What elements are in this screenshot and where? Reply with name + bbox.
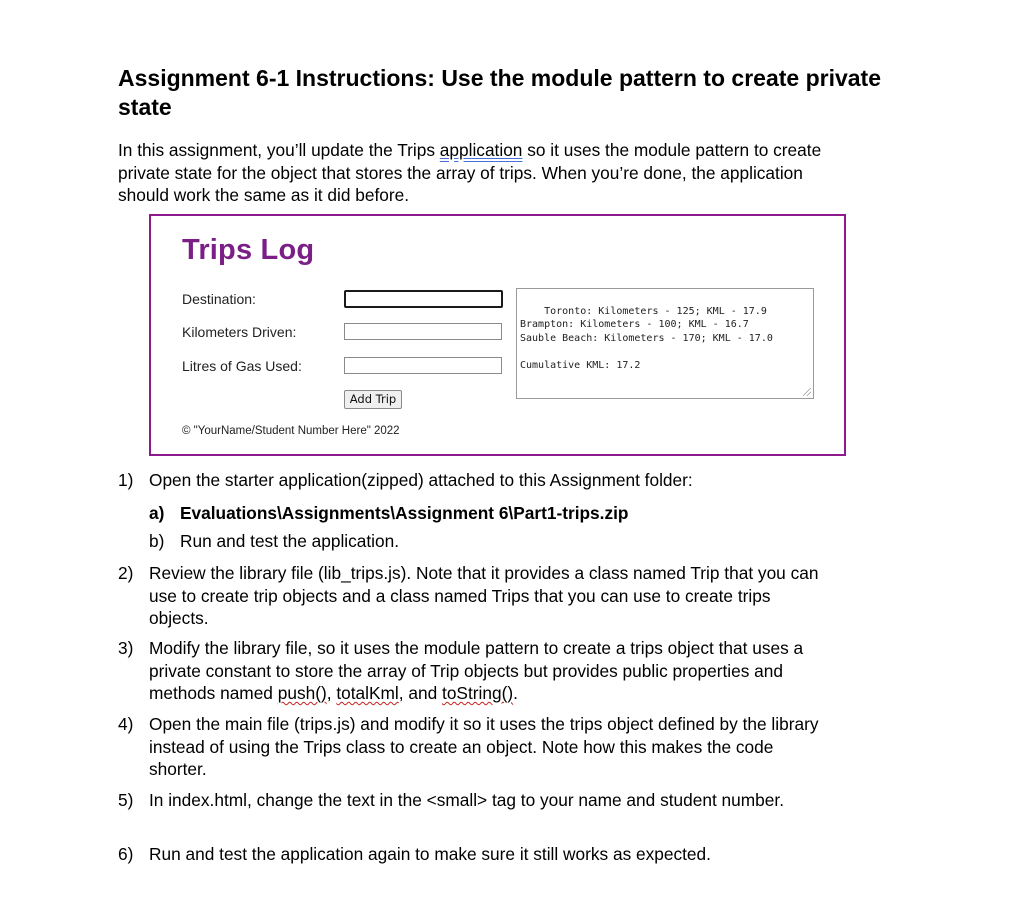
zip-path: Evaluations\Assignments\Assignment 6\Part1-trips.zip (180, 503, 629, 523)
trips-output-text: Toronto: Kilometers - 125; KML - 17.9 Brampton: Kilometers - 100; KML - 16.7 Sauble Beach: Kilometers - 170; KML - 17.0 Cumulative KML: 17.2 (520, 305, 773, 371)
add-trip-button[interactable]: Add Trip (344, 390, 402, 409)
step-text: Open the starter application(zipped) attached to this Assignment folder: (149, 470, 693, 490)
kilometers-input[interactable] (344, 323, 502, 340)
step-text (149, 637, 829, 705)
page-title: Assignment 6-1 Instructions: Use the module pattern to create private state (118, 65, 881, 120)
destination-label: Destination: (182, 291, 256, 307)
step-number: 2) (118, 563, 134, 583)
litres-label: Litres of Gas Used: (182, 358, 302, 374)
method-totalkml: totalKml (336, 683, 399, 703)
method-push: push() (277, 683, 327, 703)
resize-grip-icon[interactable] (803, 388, 811, 396)
intro-text-end: so it uses the module pattern to create private state for the object that stores the array of trips. When you’re done, the application should work the same as it did before. (118, 140, 822, 205)
app-title: Trips Log (182, 234, 315, 266)
separator: , and (398, 683, 443, 703)
copyright-text: © "YourName/Student Number Here" 2022 (182, 425, 400, 437)
sub-step-text: Run and test the application. (180, 531, 400, 551)
sub-step-number: a) (149, 503, 165, 523)
step-number: 1) (118, 470, 134, 490)
litres-input[interactable] (344, 357, 502, 374)
step-text: Run and test the application again to make sure it still works as expected. (149, 844, 711, 864)
method-tostring: toString() (442, 683, 514, 703)
step-number: 5) (118, 790, 134, 810)
step-text: Open the main file (trips.js) and modify it so it uses the trips object defined by the library instead of using the Trips class to create an object. Note how this makes the code shorter. (149, 714, 819, 779)
step-number: 6) (118, 844, 134, 864)
sub-step-number: b) (149, 531, 165, 551)
step-text: In index.html, change the text in the <small> tag to your name and student number. (149, 790, 784, 810)
trips-output-textarea[interactable] (516, 288, 814, 399)
step-text: Review the library file (lib_trips.js). Note that it provides a class named Trip that you can use to create trip objects and a class named Trips that you can use to create trips objects. (149, 563, 819, 628)
separator: , (326, 683, 337, 703)
destination-input[interactable] (344, 290, 503, 308)
step-text-part: Modify the library file, so it uses the module pattern to create a trips object that uses a private constant to store the array of Trip objects but provides public properties and methods named (149, 638, 804, 703)
intro-underlined-word: application (439, 140, 523, 160)
kilometers-label: Kilometers Driven: (182, 324, 297, 340)
step-text-end: . (513, 683, 518, 703)
trips-log-app-screenshot (149, 214, 846, 456)
step-number: 4) (118, 714, 134, 734)
intro-paragraph (118, 139, 828, 207)
intro-text-start: In this assignment, you’ll update the Trips (118, 140, 440, 160)
step-number: 3) (118, 638, 134, 658)
